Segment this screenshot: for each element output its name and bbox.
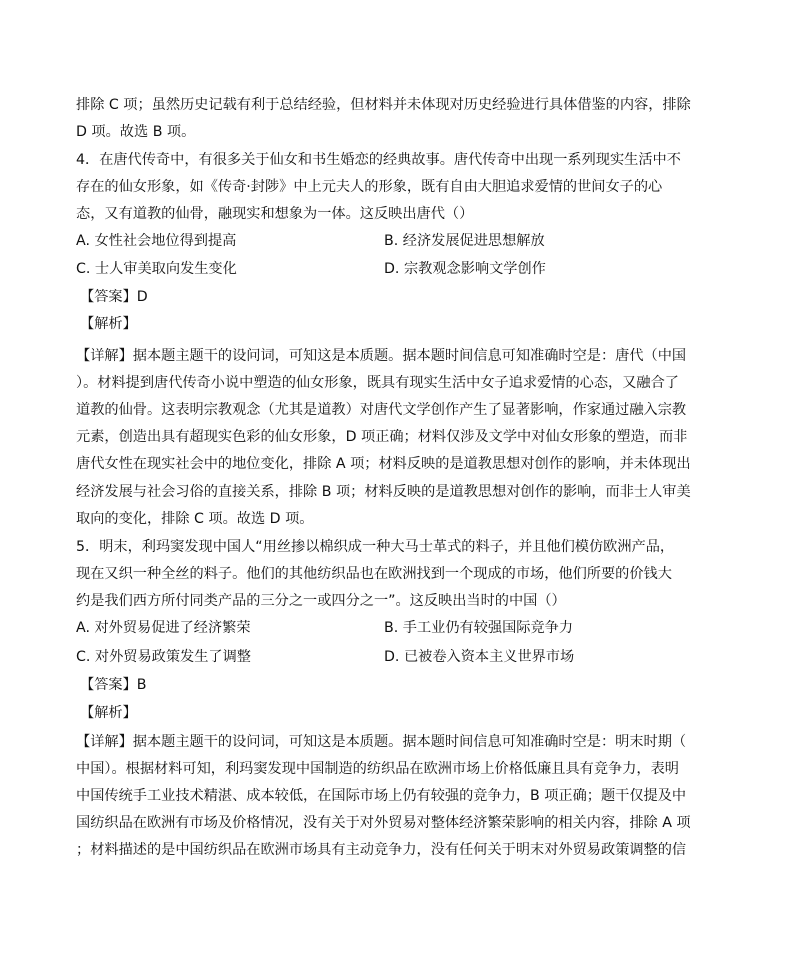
q5-detail-line-3: 中国传统手工业技术精湛、成本较低，在国际市场上仍有较强的竞争力，B 项正确；题干仅提及中 bbox=[76, 788, 687, 804]
q4-analysis-label: 【解析】 bbox=[80, 316, 137, 332]
q4-detail-line-4: 元素，创造出具有超现实色彩的仙女形象，D 项正确；材料仅涉及文学中对仙女形象的塑造，而非 bbox=[76, 429, 688, 445]
q4-stem-line-3: 态，又有道教的仙骨，融现实和想象为一体。这反映出唐代（） bbox=[76, 206, 474, 222]
q4-detail-line-6: 经济发展与社会习俗的直接关系，排除 B 项；材料反映的是道教思想对创作的影响，而非士人审美 bbox=[76, 484, 691, 500]
q4-option-c: C. 士人审美取向发生变化 bbox=[76, 261, 237, 277]
q5-detail-line-1: 【详解】据本题主题干的设问词，可知这是本质题。据本题时间信息可知准确时空是：明末时期（ bbox=[76, 734, 687, 750]
q4-option-a: A. 女性社会地位得到提高 bbox=[76, 233, 237, 249]
prev-analysis-line-1: 排除 C 项；虽然历史记载有利于总结经验，但材料并未体现对历史经验进行具体借鉴的内容，排除 bbox=[76, 97, 691, 113]
q5-answer: 【答案】B bbox=[80, 677, 147, 693]
q5-option-c: C. 对外贸易政策发生了调整 bbox=[76, 649, 251, 665]
q5-stem-line-3: 约是我们西方所付同类产品的三分之一或四分之一”。这反映出当时的中国（） bbox=[76, 593, 566, 609]
q5-option-d: D. 已被卷入资本主义世界市场 bbox=[384, 649, 575, 665]
q4-detail-line-7: 取向的变化，排除 C 项。故选 D 项。 bbox=[76, 511, 314, 527]
q4-answer: 【答案】D bbox=[80, 289, 148, 305]
q5-option-a: A. 对外贸易促进了经济繁荣 bbox=[76, 620, 251, 636]
q5-stem-line-2: 现在又织一种全丝的料子。他们的其他纺织品也在欧洲找到一个现成的市场，他们所要的价钱大 bbox=[76, 566, 672, 582]
q5-stem-line-1: 5．明末，利玛窦发现中国人“用丝掺以棉织成一种大马士革式的料子，并且他们模仿欧洲产品， bbox=[76, 539, 675, 555]
q4-stem-line-1: 4．在唐代传奇中，有很多关于仙女和书生婚恋的经典故事。唐代传奇中出现一系列现实生活中不 bbox=[76, 152, 681, 168]
q4-detail-line-1: 【详解】据本题主题干的设问词，可知这是本质题。据本题时间信息可知准确时空是：唐代（中国 bbox=[76, 348, 687, 364]
q5-detail-line-4: 国纺织品在欧洲有市场及价格情况，没有关于对外贸易对整体经济繁荣影响的相关内容，排除 A 项 bbox=[76, 815, 691, 831]
q4-detail-line-2: ）。材料提到唐代传奇小说中塑造的仙女形象，既具有现实生活中女子追求爱情的心态，又融合了 bbox=[76, 375, 679, 391]
q4-stem-line-2: 存在的仙女形象，如《传奇·封陟》中上元夫人的形象，既有自由大胆追求爱情的世间女子的心 bbox=[76, 179, 663, 195]
prev-analysis-line-2: D 项。故选 B 项。 bbox=[76, 124, 196, 140]
q5-analysis-label: 【解析】 bbox=[80, 705, 137, 721]
q4-detail-line-3: 道教的仙骨。这表明宗教观念（尤其是道教）对唐代文学创作产生了显著影响，作家通过融入宗教 bbox=[76, 402, 687, 418]
q4-option-d: D. 宗教观念影响文学创作 bbox=[384, 261, 546, 277]
q4-detail-line-5: 唐代女性在现实社会中的地位变化，排除 A 项；材料反映的是道教思想对创作的影响，并未体现出 bbox=[76, 456, 691, 472]
q4-option-b: B. 经济发展促进思想解放 bbox=[384, 233, 545, 249]
q5-detail-line-2: 中国）。根据材料可知，利玛窦发现中国制造的纺织品在欧洲市场上价格低廉且具有竞争力，表明 bbox=[76, 761, 679, 777]
q5-detail-line-5: ；材料描述的是中国纺织品在欧洲市场具有主动竞争力，没有任何关于明末对外贸易政策调整的信 bbox=[76, 842, 687, 858]
q5-option-b: B. 手工业仍有较强国际竞争力 bbox=[384, 620, 574, 636]
